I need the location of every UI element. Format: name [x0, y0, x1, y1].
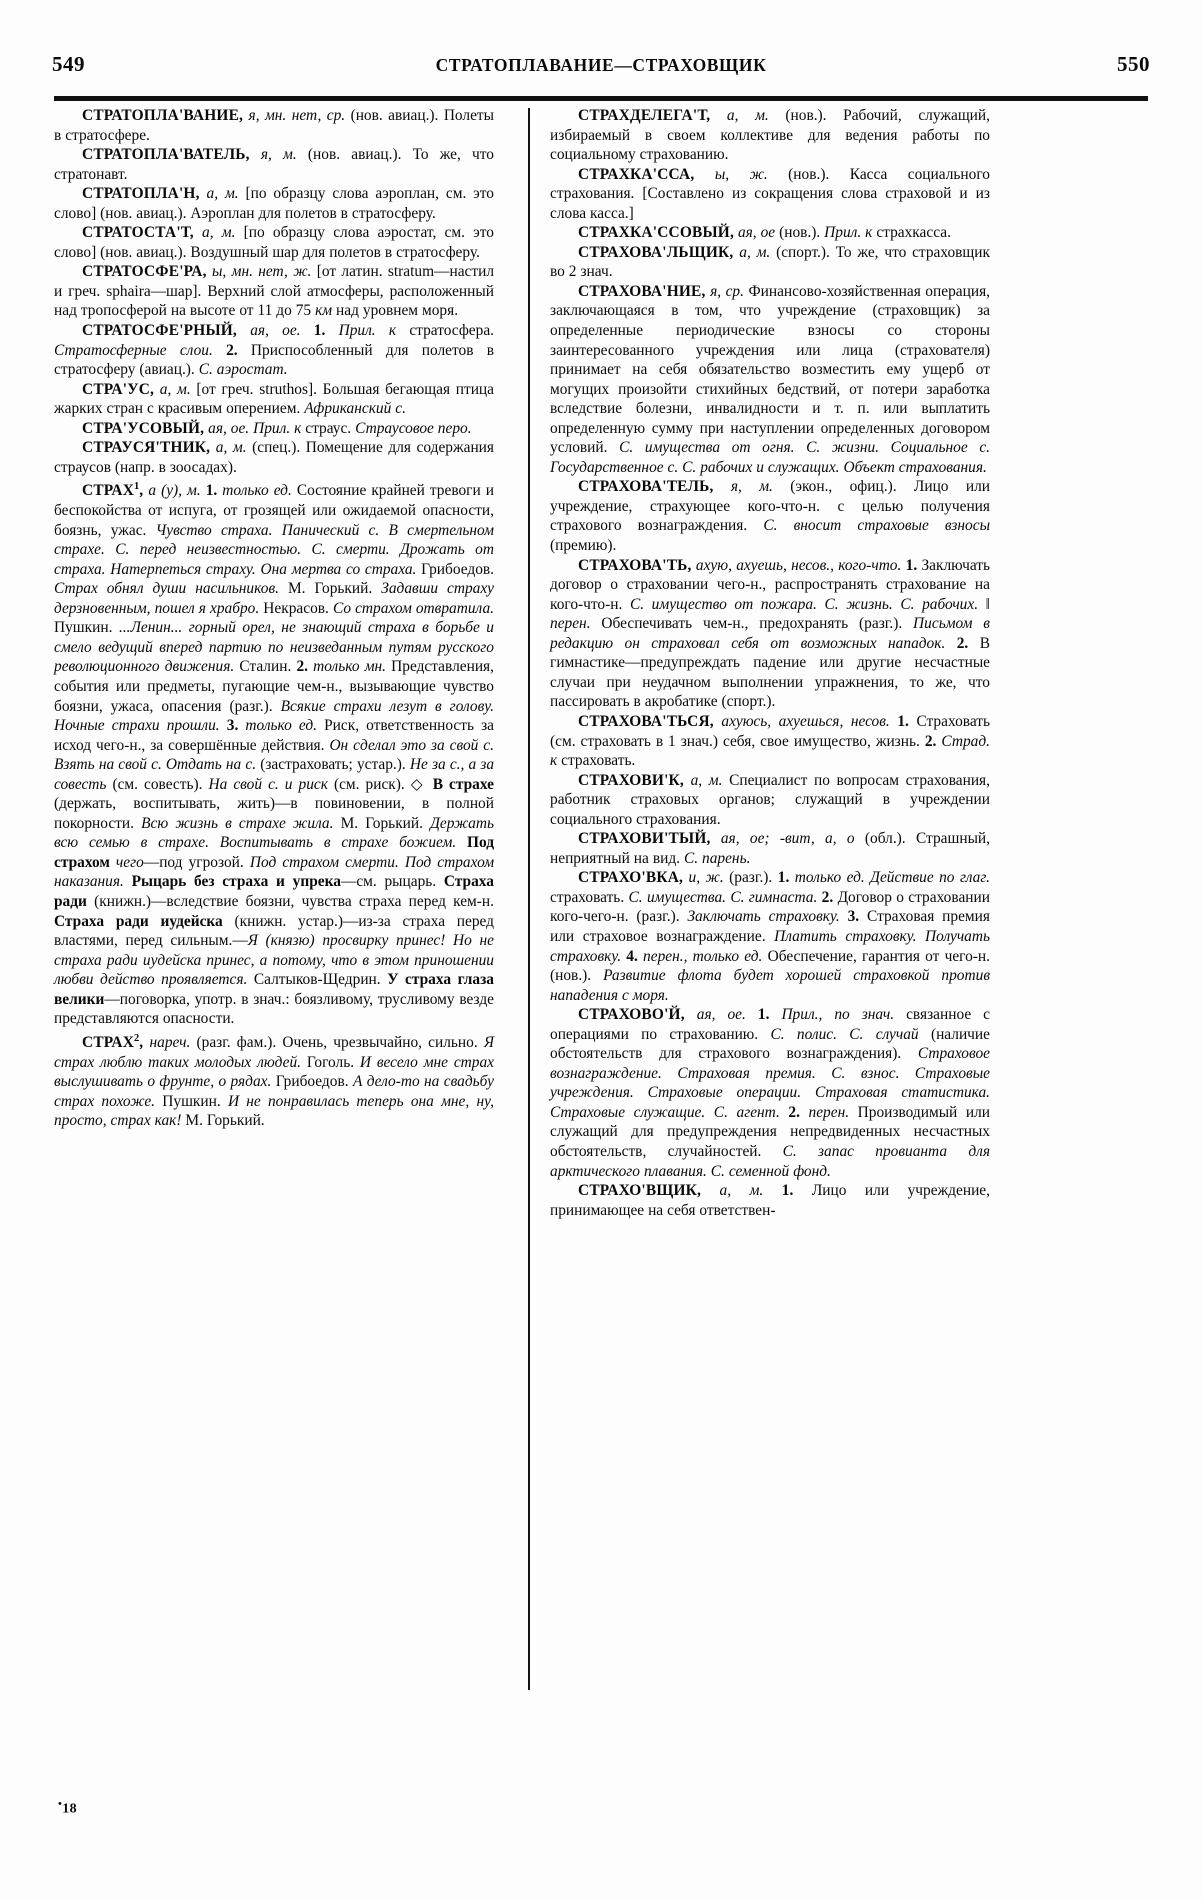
- grammar-note: ахую, ахуешь, несов., кого-что.: [691, 556, 906, 574]
- entry-strahovalshchik: [550, 243, 990, 282]
- entry-strah-2: [54, 1029, 494, 1131]
- definition: [по образцу слова аэроплан, см. это слово] (нов. авиац.). Аэроплан для полетов в стратосферу.: [54, 185, 494, 222]
- citation-source: М. Горький.: [287, 580, 382, 598]
- example: И весело мне страх выслушивать о фрунте, о рядах.: [54, 1053, 494, 1091]
- grammar-note: ы, мн. нет, ж.: [206, 263, 317, 281]
- entry-stratoplavanie: [54, 106, 494, 145]
- sense-number: 1.: [205, 482, 223, 500]
- idiom-headword: Под страхом: [54, 834, 494, 871]
- entry-strahkassa: [550, 165, 990, 224]
- parenthetical: (наличие обстоятельств для страхового вознаграждения).: [550, 1025, 990, 1063]
- example: С. вносит страховые взносы: [763, 517, 990, 535]
- headword: СТРАХОВА'НИЕ,: [578, 282, 706, 300]
- sense-number: 3.: [226, 717, 246, 735]
- grammar-note: а, м.: [701, 1182, 782, 1200]
- sense-text: Обеспечивать чем-н., предохранять (разг.).: [601, 615, 914, 633]
- citation-source: Салтыков-Щедрин.: [253, 971, 388, 989]
- grammar-note: я, м.: [713, 478, 791, 496]
- sense-number: 2.: [821, 888, 838, 906]
- idiom-definition: (книжн.)—вследствие боязни, чувства страха перед кем-н.: [94, 893, 494, 910]
- headword: СТРАХКА'ССА,: [578, 165, 695, 183]
- definition: (нов. авиац.). То же, что стратонавт.: [54, 146, 494, 183]
- example: Держать всю семью в страхе. Воспитывать в страхе божием.: [54, 814, 494, 852]
- definition: страус.: [305, 419, 356, 437]
- definition: Финансово-хозяйственная операция, заключающаяся в том, что учреждение (страховщик) за определенные периодические взносы со стороны заинтересованного учреждения или лица (страхователя) принимает на себя обязательство возместить ему ущерб от могущих произойти стихийных бедствий, от потери заработка вследствие болезни, инвалидности и т. п. или выплатить определенную сумму при наступлении определенных договором условий.: [550, 282, 990, 457]
- headword: СТРАХ: [82, 1033, 135, 1051]
- sense-label: перен., только ед.: [643, 947, 768, 965]
- entry-strah-1: [54, 477, 494, 1028]
- column-divider: [528, 108, 530, 1690]
- definition: (разг.).: [729, 869, 778, 887]
- running-head: [52, 52, 1150, 86]
- sense-number: 1.: [777, 869, 795, 887]
- sense-separator-bar: ‖: [985, 595, 990, 613]
- example: Стратосферные слои.: [54, 341, 227, 359]
- example: С. полис. С. случай: [770, 1025, 931, 1043]
- sense-text: Представления, события или предметы, пугающие чем-н., вызывающие чувство боязни, ужаса, опасения (разг.).: [54, 658, 494, 715]
- entry-stratosferny: [54, 321, 494, 380]
- grammar-note: а, м.: [199, 185, 246, 203]
- citation-source: Пушкин.: [162, 1092, 228, 1110]
- definition: (обл.). Страшный, неприятный на вид.: [550, 830, 990, 867]
- entry-strahovka: [550, 868, 990, 1005]
- headword: СТРАХОВИ'ТЫЙ,: [578, 830, 711, 848]
- sense-number: 3.: [847, 908, 868, 926]
- sense-text: Производимый или служащий для предупреждения непредвиденных несчастных обстоятельств, случайностей.: [550, 1103, 991, 1160]
- headword: СТРАХО'ВКА,: [578, 869, 684, 887]
- grammar-note: ая, ое: [734, 224, 780, 242]
- sense-number: 2.: [788, 1103, 809, 1121]
- sense-number: 1.: [781, 1182, 812, 1200]
- example: Я страх люблю таких молодых людей.: [54, 1033, 494, 1071]
- grammar-note: я, ср.: [705, 282, 749, 300]
- entry-strahovanie: [550, 282, 990, 477]
- example: Платить страховку. Получать страховку.: [550, 927, 990, 965]
- example: С. имущества от огня. С. жизни. Социальное с. Государственное с. С. рабочих и служащих. Объект страхования.: [550, 439, 990, 476]
- column-container: [54, 106, 1148, 1780]
- sense-text: страховать.: [550, 888, 629, 906]
- entry-strahovshchik: [550, 1181, 990, 1220]
- grammar-note: ая, ое.: [204, 419, 254, 437]
- grammar-note: а, м.: [193, 224, 244, 242]
- column-left: [54, 106, 508, 1780]
- headword: СТРАХДЕЛЕГА'Т,: [578, 107, 711, 124]
- headword: СТРАУСЯ'ТНИК,: [82, 439, 211, 457]
- entry-strausovy: [54, 419, 494, 439]
- grammar-note: и, ж.: [683, 869, 730, 887]
- headword-comma: ,: [139, 1033, 144, 1051]
- signature-mark: [58, 1798, 77, 1818]
- sense-text: Риск, ответственность за исход чего-н., за совершённые действия.: [54, 717, 494, 754]
- sense-text: Лицо или учреждение, принимающее на себя ответствен-: [550, 1182, 990, 1219]
- sense-label: Страд. к: [550, 732, 991, 770]
- lozenge-icon: ◇: [410, 775, 433, 793]
- example: Не за с., а за совесть: [54, 756, 495, 793]
- citation-source: Пушкин.: [54, 619, 119, 637]
- definition: (нов.).: [779, 224, 825, 242]
- entry-strahkassovy: [550, 223, 990, 243]
- entry-straus: [54, 380, 494, 419]
- unit-abbrev: км: [315, 302, 333, 320]
- idiom-headword: У страха глаза велики: [54, 971, 494, 1008]
- sense-label: перен.: [550, 615, 602, 633]
- definition: [по образцу слова аэростат, см. это слово] (нов. авиац.). Воздушный шар для полетов в стратосферу.: [54, 224, 494, 261]
- entry-strahovatel: [550, 477, 990, 555]
- sense-text: Приспособленный для полетов в стратосферу (авиац.).: [54, 341, 495, 379]
- definition: (спец.). Помещение для содержания страусов (напр. в зоосадах).: [54, 439, 494, 476]
- entry-stratostat: [54, 223, 494, 262]
- example: Со страхом отвратила.: [332, 599, 494, 617]
- sense-label: только мн.: [313, 658, 392, 676]
- example: С. имущество от пожара. С. жизнь. С. рабочих.: [629, 595, 986, 613]
- idiom-grammar: чего: [115, 853, 144, 871]
- sense-text: Заключать договор о страховании чего-н., распространять страхование на кого-что-н.: [550, 556, 990, 613]
- example: Я (князю) просвирку принес! Но не страха ради иудейска принес, а потому, что в этом приношении любви действо проявляется.: [54, 932, 494, 989]
- headword: СТРАТОСФЕ'РНЫЙ,: [82, 322, 237, 340]
- grammar-note: а, м.: [710, 107, 786, 124]
- headword: СТРАХО'ВЩИК,: [578, 1182, 702, 1200]
- grammar-note: а (у), м.: [143, 482, 206, 500]
- example: Африканский с.: [304, 400, 406, 418]
- definition: (разг. фам.). Очень, чрезвычайно, сильно.: [196, 1033, 484, 1051]
- grammar-note: ая, ое; -вит, а, о: [710, 830, 865, 848]
- grammar-note: а, м.: [154, 380, 197, 398]
- headword: СТРА'УС,: [82, 380, 155, 398]
- headword-comma: ,: [139, 482, 144, 500]
- grammar-note: ы, ж.: [694, 165, 789, 183]
- sense-label: только ед.: [245, 717, 325, 735]
- sense-number: 2.: [956, 634, 980, 652]
- homonym-superscript: 1: [134, 481, 140, 493]
- entry-strahovoy: [550, 1005, 990, 1181]
- signature-star: •: [58, 1798, 63, 1811]
- definition: (нов.). Рабочий, служащий, избираемый в своем коллективе для ведения работы по социальному страхованию.: [550, 107, 990, 164]
- sense-label: Прил., по знач.: [781, 1006, 907, 1024]
- headword: СТРАТОПЛА'Н,: [82, 185, 200, 203]
- definition: (спорт.). То же, что страховщик во 2 знач.: [550, 243, 990, 281]
- grammar-note: я, м.: [249, 146, 308, 164]
- citation-source: Грибоедов.: [421, 560, 494, 578]
- example: Страх обнял души насильников.: [54, 580, 288, 598]
- folio-left: 549: [52, 52, 85, 76]
- citation-source: М. Горький.: [185, 1112, 265, 1130]
- definition: [от греч. struthos]. Большая бегающая птица жарких стран с красивым оперением.: [54, 380, 494, 418]
- citation-source: Грибоедов.: [275, 1073, 353, 1091]
- headword: СТРАХОВА'ЛЬЩИК,: [578, 243, 734, 261]
- entry-strahovik: [550, 771, 990, 830]
- definition-tail: над уровнем моря.: [332, 302, 459, 320]
- example: Всю жизнь в страхе жила.: [141, 814, 341, 832]
- idiom-headword: Страха ради: [54, 873, 494, 910]
- citation-source: Сталин.: [239, 658, 297, 676]
- entry-stratosfera: [54, 262, 494, 321]
- entry-strahdelegat: [550, 106, 990, 165]
- signature-number: 18: [62, 1802, 78, 1817]
- page-title: СТРАТОПЛАВАНИЕ—СТРАХОВЩИК: [435, 55, 767, 75]
- sense-text: Состояние крайней тревоги и беспокойства от испуга, от грозящей или ожидаемой опасности, боязнь, ужас.: [54, 482, 494, 539]
- example: Чувство страха. Панический с. В смертельном страхе. С. перед неизвестностью. С. смерти. Дрожать от страха. Натерпеться страху. Она мертва со страха.: [54, 521, 494, 578]
- grammar-note: а, м.: [733, 243, 777, 261]
- sense-label: только ед. Действие по глаг.: [794, 869, 990, 887]
- citation-source: Некрасов.: [263, 599, 333, 617]
- example: Всякие страхи лезут в голову. Ночные страхи прошли.: [54, 697, 494, 735]
- definition: [от латин. stratum—настил и греч. sphaira—шар]. Верхний слой атмосферы, расположенный над тропосферой на высоте от 11 до 75: [54, 263, 494, 320]
- grammar-note: ая, ое.: [684, 1006, 758, 1024]
- headword: СТРАХОВИ'К,: [578, 771, 684, 789]
- sense-text: Страховая премия или страховое вознаграждение.: [550, 908, 990, 945]
- definition: Специалист по вопросам страхования, работник страховых органов; служащий в учреждении социального страхования.: [550, 771, 990, 828]
- headword: СТРАТОПЛА'ВАТЕЛЬ,: [82, 146, 250, 164]
- entry-stratoplavatel: [54, 145, 494, 184]
- parenthetical: (см. совесть).: [112, 775, 209, 793]
- sense-label: Прил. к: [253, 419, 306, 437]
- example: С. аэростат.: [198, 361, 288, 379]
- header-rule: [54, 96, 1148, 101]
- example: А дело-то на свадьбу страх похоже.: [54, 1073, 494, 1110]
- example: С. запас провианта для арктического плавания. С. семенной фонд.: [550, 1142, 990, 1180]
- sense-number: 1.: [897, 712, 917, 730]
- sense-text: стратосфера.: [409, 322, 494, 340]
- folio-right: 550: [1117, 52, 1150, 76]
- idiom-definition: —см. рыцарь.: [340, 873, 444, 891]
- headword: СТРАХКА'ССОВЫЙ,: [578, 224, 734, 242]
- example: Письмом в редакцию он страховал себя от возможных нападок.: [550, 615, 990, 652]
- example: Заключать страховку.: [687, 908, 848, 926]
- example: И не понравилась теперь она мне, ну, просто, страх как!: [54, 1092, 494, 1130]
- idiom-definition: —под угрозой.: [143, 853, 250, 871]
- sense-number: 1.: [905, 556, 922, 574]
- definition-tail: страхкасса.: [876, 224, 951, 242]
- grammar-note: я, мн. нет, ср.: [243, 107, 351, 124]
- sense-text: Страховать (см. страховать в 1 знач.) себя, свое имущество, жизнь.: [550, 712, 991, 750]
- idiom-headword: Рыцарь без страха и упрека: [131, 873, 341, 891]
- sense-number: 2.: [226, 341, 251, 359]
- idiom-definition: (держать, воспитывать, жить)—в повиновении, в полной покорности.: [54, 795, 494, 832]
- example: Под страхом смерти. Под страхом наказания.: [54, 853, 495, 891]
- headword: СТРАТОПЛА'ВАНИЕ,: [82, 107, 244, 124]
- headword: СТРА'УСОВЫЙ,: [82, 419, 205, 437]
- sense-number: 1.: [757, 1006, 782, 1024]
- sense-number: 1.: [313, 322, 339, 340]
- entry-strahovatsya: [550, 712, 990, 771]
- sense-label: Прил. к: [824, 224, 877, 242]
- entry-strahovat: [550, 556, 990, 712]
- entry-strausyatnik: [54, 438, 494, 477]
- example: Задавши страху дерзновенным, пошел я храбро.: [54, 580, 494, 617]
- example: На свой с. и риск: [208, 775, 334, 793]
- example: ...Ленин... горный орел, не знающий страха в борьбе и смело ведущий вперед партию по неизведанным путям русского революционного движения.: [54, 619, 494, 676]
- homonym-superscript: 2: [134, 1032, 140, 1044]
- sense-text: Обеспечение, гарантия от чего-н. (нов.).: [550, 947, 990, 985]
- definition: (нов.). Касса социального страхования. [Составлено из сокращения слова страховой и из слова касса.]: [550, 165, 990, 222]
- sense-text: страховать.: [561, 752, 636, 770]
- parenthetical: (застраховать; устар.).: [260, 756, 410, 774]
- sense-text: Договор о страховании кого-чего-н. (разг.).: [550, 888, 990, 926]
- definition: (нов. авиац.). Полеты в стратосфере.: [54, 107, 495, 144]
- grammar-note: а, м.: [683, 771, 730, 789]
- sense-number: 4.: [626, 947, 644, 965]
- headword: СТРАТОСФЕ'РА,: [82, 263, 207, 281]
- sense-number: 2.: [924, 732, 942, 750]
- headword: СТРАХОВА'ТЬСЯ,: [578, 712, 714, 730]
- headword: СТРАТОСТА'Т,: [82, 224, 194, 242]
- sense-text: В гимнастике—предупреждать падение или другие несчастные случаи при неудачном выполнении упражнения, то же, что пассировать в акробатике (спорт.).: [550, 634, 990, 711]
- citation-source: М. Горький.: [340, 814, 431, 832]
- example: Страусовое перо.: [355, 419, 472, 437]
- sense-label: только ед.: [222, 482, 297, 500]
- column-right: [550, 106, 990, 1780]
- example: Страховое вознаграждение. Страховая премия. С. взнос. Страховые учреждения. Страховые операции. Страховая статистика. Страховые служащие. С. агент.: [550, 1045, 990, 1121]
- entry-strahovity: [550, 829, 990, 868]
- idiom-headword: В страхе: [432, 775, 495, 793]
- definition: (экон., офиц.). Лицо или учреждение, страхующее кого-что-н. с целью получения страхового вознаграждения.: [550, 478, 990, 535]
- sense-label: перен.: [808, 1103, 858, 1121]
- example: Он сделал это за свой с. Взять на свой с. Отдать на с.: [54, 736, 494, 774]
- parenthetical: (см. риск).: [333, 775, 411, 793]
- headword: СТРАХОВА'ТЬ,: [578, 556, 692, 574]
- example: С. парень.: [683, 849, 751, 867]
- idiom-headword: Страха ради иудейска: [54, 912, 235, 930]
- citation-source: Гоголь.: [306, 1053, 360, 1071]
- sense-text: связанное с операциями по страхованию.: [550, 1006, 991, 1043]
- sense-label: Прил. к: [338, 322, 410, 340]
- headword: СТРАХОВА'ТЕЛЬ,: [578, 478, 714, 496]
- idiom-definition: —поговорка, употр. в знач.: боязливому, трусливому везде представляются опасности.: [54, 990, 494, 1028]
- grammar-note: нареч.: [143, 1033, 197, 1051]
- example: С. имущества. С. гимнаста.: [628, 888, 822, 906]
- headword: СТРАХОВО'Й,: [578, 1006, 685, 1024]
- parenthetical: (премию).: [550, 537, 617, 555]
- idiom-definition: (книжн. устар.)—из-за страха перед властями, перед сильным.—: [54, 912, 495, 950]
- example: Развитие флота будет хорошей страховкой против нападения с моря.: [550, 967, 990, 1004]
- grammar-note: ахуюсь, ахуешься, несов.: [713, 712, 898, 730]
- sense-number: 2.: [296, 658, 314, 676]
- headword: СТРАХ: [82, 482, 135, 500]
- grammar-note: а, м.: [210, 439, 253, 457]
- entry-stratoplan: [54, 184, 494, 223]
- grammar-note: ая, ое.: [236, 322, 314, 340]
